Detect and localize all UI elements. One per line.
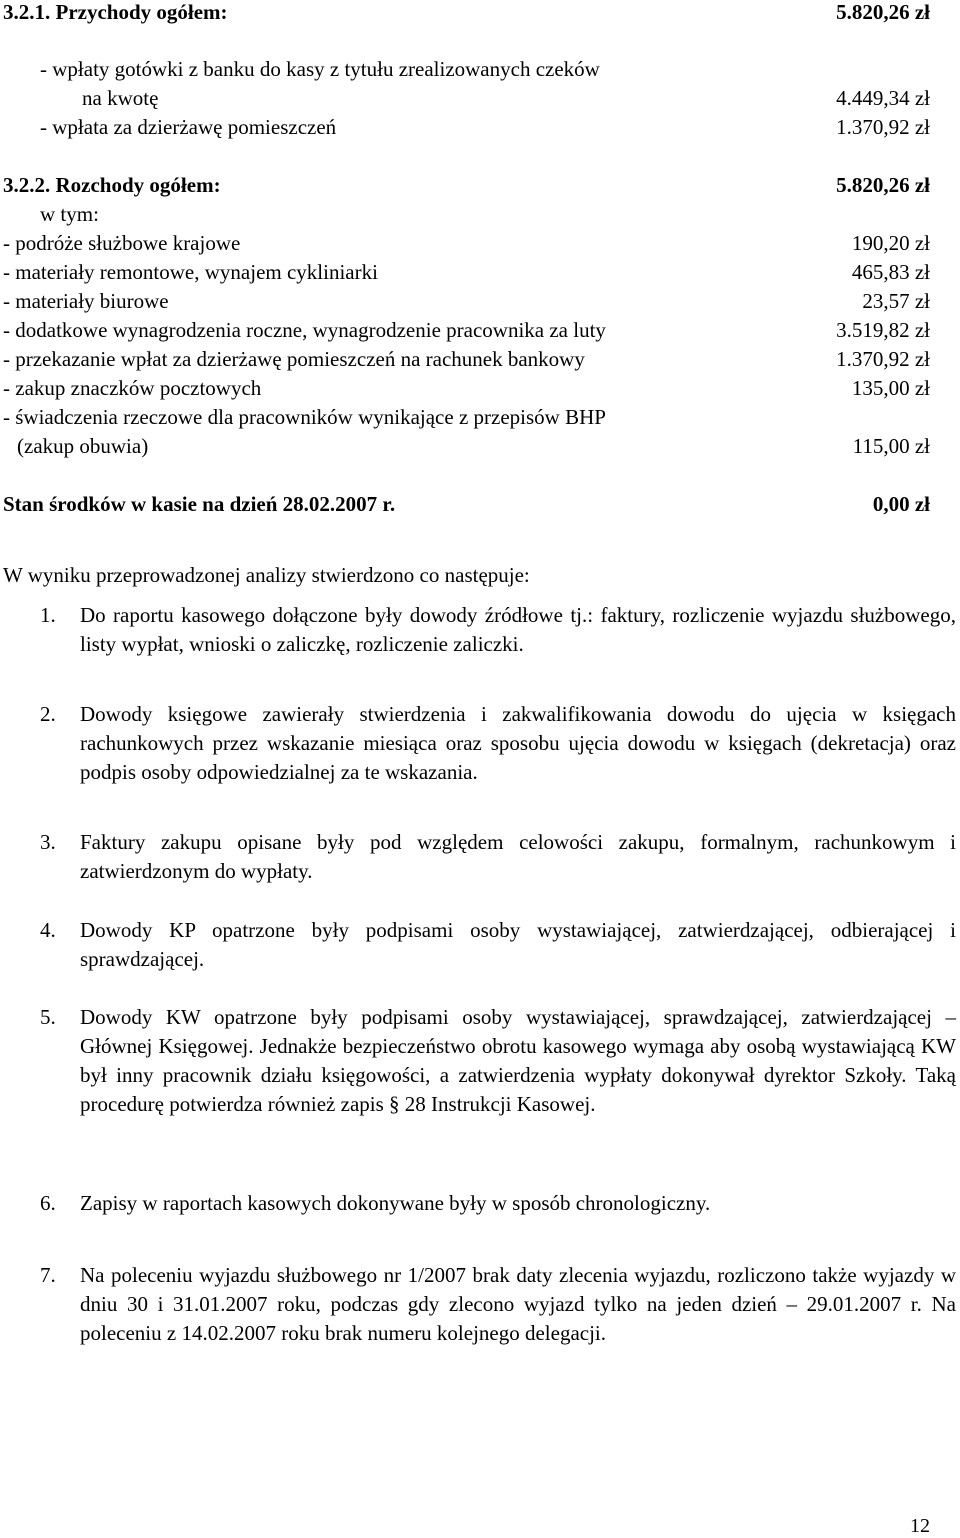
finding-number: 7. xyxy=(40,1263,56,1287)
finding-text: Dowody KW opatrzone były podpisami osoby wystawiającej, sprawdzającej, zatwierdzającej – Głównej Księgowej. Jednakże bezpieczeństwo obrotu kasowego wymaga aby osobą wystawiającą KW był inny pracownik działu księgowości, a zatwierdzenia wypłaty dokonywał dyrektor Szkoły. Taką procedurę potwierdza również zapis § 28 Instrukcji Kasowej. xyxy=(80,1005,956,1116)
expense-item-label: - dodatkowe wynagrodzenia roczne, wynagrodzenie pracownika za luty xyxy=(3,318,606,342)
finding-text: Faktury zakupu opisane były pod względem celowości zakupu, formalnym, rachunkowym i zatwierdzonym do wypłaty. xyxy=(80,830,956,883)
income-item-2-label: - wpłata za dzierżawę pomieszczeń xyxy=(40,115,337,139)
expense-item-amount: 3.519,82 zł xyxy=(836,318,930,342)
expenses-total: 5.820,26 zł xyxy=(836,173,930,197)
expense-item-amount: 23,57 zł xyxy=(862,289,930,313)
income-item-1-label-line2: na kwotę xyxy=(82,86,159,110)
income-heading: 3.2.1. Przychody ogółem: xyxy=(3,0,228,24)
expense-item-label: - zakup znaczków pocztowych xyxy=(3,376,262,400)
findings-intro: W wyniku przeprowadzonej analizy stwierdzono co następuje: xyxy=(3,563,530,587)
expense-item-label-line1: - świadczenia rzeczowe dla pracowników wynikające z przepisów BHP xyxy=(3,405,606,429)
finding-number: 5. xyxy=(40,1005,56,1029)
finding-number: 2. xyxy=(40,702,56,726)
expense-item-label: - podróże służbowe krajowe xyxy=(3,231,241,255)
finding-text: Dowody KP opatrzone były podpisami osoby wystawiającej, zatwierdzającej, odbierającej i sprawdzającej. xyxy=(80,918,956,971)
expense-item-amount: 190,20 zł xyxy=(851,231,930,255)
balance-label: Stan środków w kasie na dzień 28.02.2007 r. xyxy=(3,492,396,516)
expense-item-label-line2: (zakup obuwia) xyxy=(17,434,149,458)
balance-amount: 0,00 zł xyxy=(872,492,930,516)
finding-number: 1. xyxy=(40,603,56,627)
income-item-1-label-line1: - wpłaty gotówki z banku do kasy z tytułu zrealizowanych czeków xyxy=(40,57,600,81)
page-number: 12 xyxy=(910,1515,930,1537)
finding-number: 3. xyxy=(40,830,56,854)
finding-text: Do raportu kasowego dołączone były dowody źródłowe tj.: faktury, rozliczenie wyjazdu służbowego, listy wypłat, wnioski o zaliczkę, rozliczenie zaliczki. xyxy=(80,603,956,656)
finding-number: 6. xyxy=(40,1191,56,1215)
expense-item-amount: 1.370,92 zł xyxy=(836,347,930,371)
finding-number: 4. xyxy=(40,918,56,942)
income-total: 5.820,26 zł xyxy=(836,0,930,24)
finding-text: Na poleceniu wyjazdu służbowego nr 1/2007 brak daty zlecenia wyjazdu, rozliczono także wyjazdy w dniu 30 i 31.01.2007 roku, podczas gdy zlecono wyjazd tylko na jeden dzień – 29.01.2007 r. Na poleceniu z 14.02.2007 roku brak numeru kolejnego delegacji. xyxy=(80,1263,956,1345)
expense-item-label: - przekazanie wpłat za dzierżawę pomieszczeń na rachunek bankowy xyxy=(3,347,585,371)
expense-item-amount: 465,83 zł xyxy=(851,260,930,284)
income-item-2-amount: 1.370,92 zł xyxy=(836,115,930,139)
expense-item-amount: 135,00 zł xyxy=(851,376,930,400)
finding-text: Dowody księgowe zawierały stwierdzenia i zakwalifikowania dowodu do ujęcia w księgach rachunkowych przez wskazanie miesiąca oraz sposobu ujęcia dowodu w księgach (dekretacja) oraz podpis osoby odpowiedzialnej za te wskazania. xyxy=(80,702,956,784)
expense-item-label: - materiały remontowe, wynajem cykliniarki xyxy=(3,260,378,284)
expenses-intro: w tym: xyxy=(40,202,99,226)
expenses-heading: 3.2.2. Rozchody ogółem: xyxy=(3,173,221,197)
expense-item-label: - materiały biurowe xyxy=(3,289,169,313)
finding-text: Zapisy w raportach kasowych dokonywane były w sposób chronologiczny. xyxy=(80,1191,711,1215)
expense-item-amount: 115,00 zł xyxy=(852,434,930,458)
income-item-1-amount: 4.449,34 zł xyxy=(836,86,930,110)
